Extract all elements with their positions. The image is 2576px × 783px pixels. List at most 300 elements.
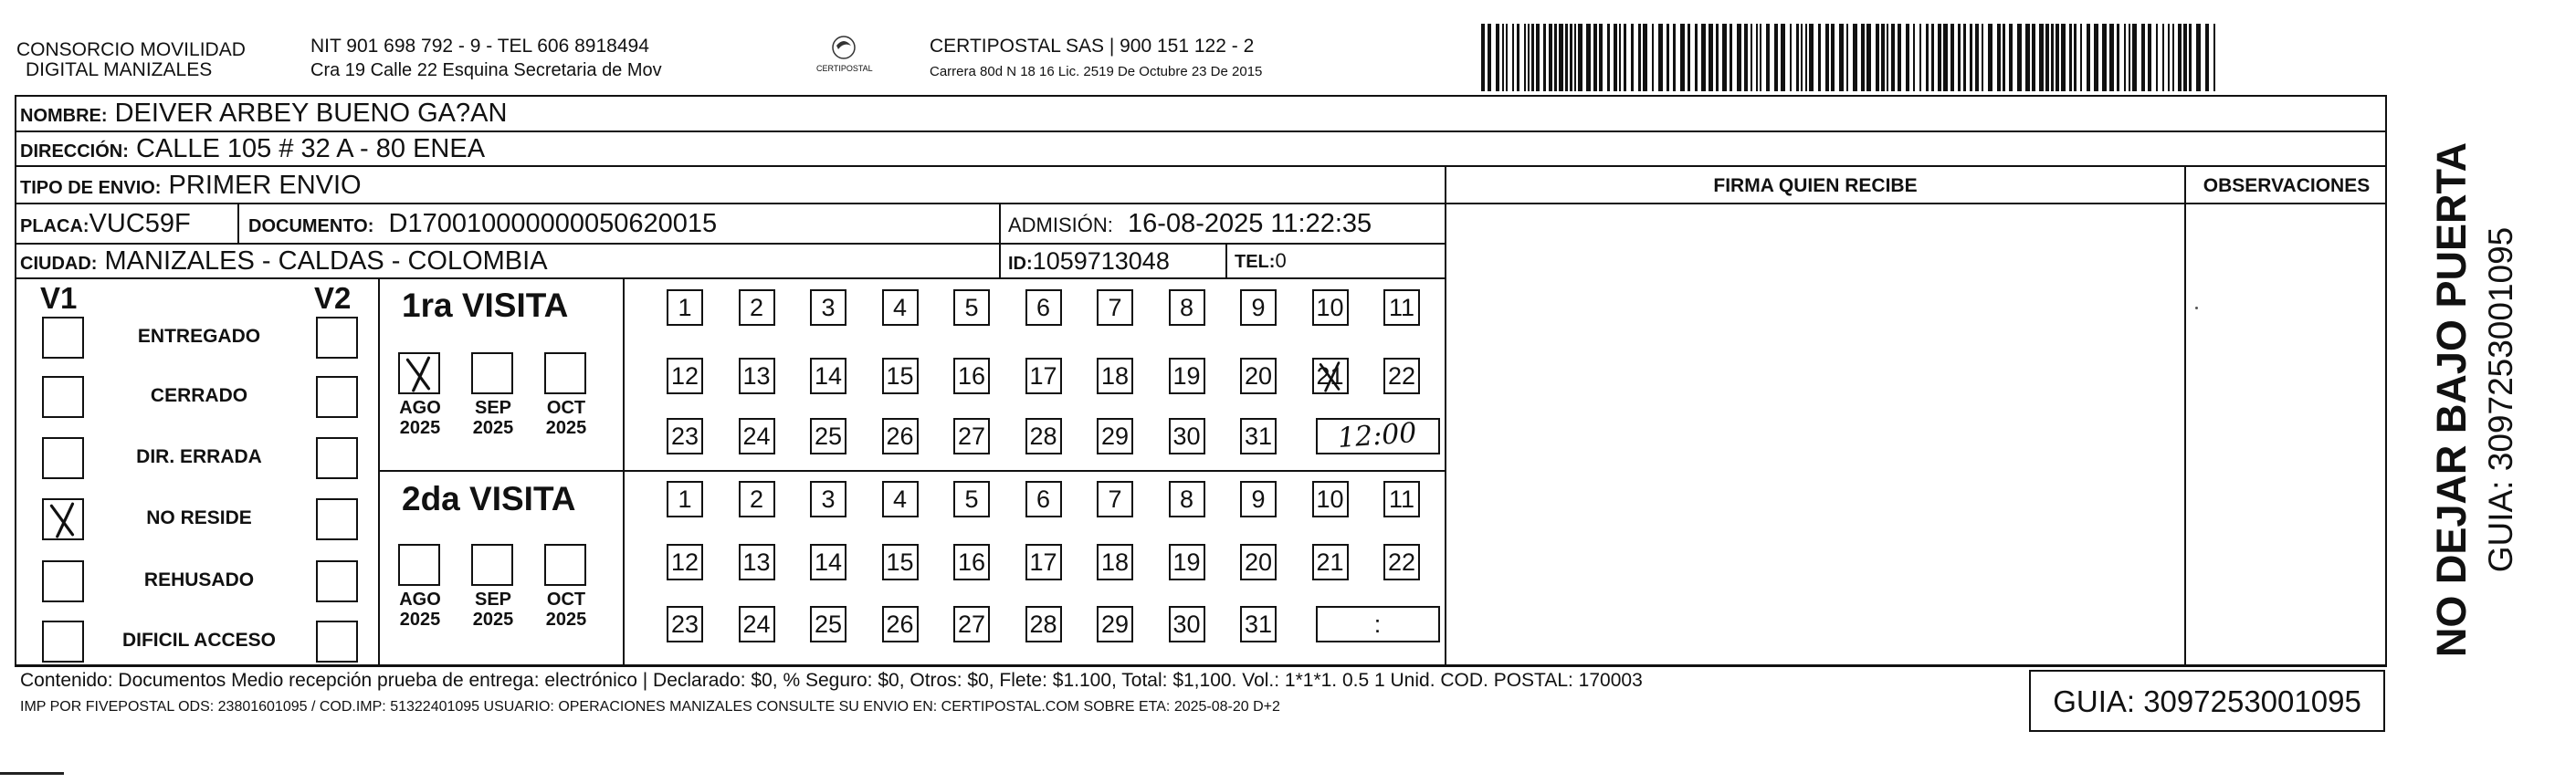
month-checkbox[interactable]	[471, 544, 513, 586]
barcode-bar	[1481, 24, 1485, 91]
day-number: 20	[1244, 548, 1273, 576]
barcode-bar	[2183, 24, 2187, 91]
barcode-bar	[1701, 24, 1706, 91]
barcode-bar	[1963, 24, 1966, 91]
day-number: 18	[1100, 548, 1130, 576]
barcode-bar	[1831, 24, 1835, 91]
row-divider	[378, 470, 1445, 472]
id-label: ID:	[1008, 254, 1033, 274]
logo-caption: CERTIPOSTAL	[816, 64, 873, 73]
day-checkbox[interactable]	[1097, 289, 1133, 326]
barcode-bar	[1887, 24, 1888, 91]
barcode-bar	[1559, 24, 1563, 91]
day-checkbox[interactable]	[810, 289, 846, 326]
day-checkbox[interactable]	[1169, 481, 1205, 517]
day-number: 20	[1244, 361, 1273, 390]
barcode-bar	[1931, 24, 1934, 91]
month-checkbox[interactable]	[544, 544, 586, 586]
id-field	[1008, 245, 1170, 280]
day-checkbox[interactable]	[882, 358, 919, 394]
tel-field	[1235, 245, 1287, 278]
day-checkbox[interactable]	[1240, 358, 1277, 394]
direccion-field	[20, 132, 485, 168]
day-number: 22	[1387, 548, 1416, 576]
observaciones-header: OBSERVACIONES	[2203, 175, 2371, 196]
day-number: 3	[821, 293, 836, 321]
day-checkbox[interactable]	[667, 606, 703, 642]
barcode-bar	[2117, 24, 2119, 91]
barcode-bar	[1667, 24, 1669, 91]
day-number: 26	[886, 610, 914, 638]
barcode	[1481, 24, 2219, 91]
barcode-bar	[2025, 24, 2030, 91]
col-divider	[1445, 165, 1446, 665]
day-number: 19	[1172, 361, 1201, 390]
direccion-value: CALLE 105 # 32 A - 80 ENEA	[135, 134, 486, 163]
barcode-bar	[1950, 24, 1954, 91]
barcode-bar	[1805, 24, 1807, 91]
barcode-bar	[1861, 24, 1865, 91]
day-checkbox[interactable]	[953, 358, 990, 394]
barcode-bar	[2156, 24, 2158, 91]
barcode-bar	[1938, 24, 1941, 91]
barcode-bar	[1796, 24, 1799, 91]
barcode-bar	[1866, 24, 1871, 91]
day-number: 19	[1172, 548, 1201, 576]
day-number: 25	[814, 422, 843, 450]
hour-box[interactable]	[1316, 606, 1440, 642]
day-checkbox[interactable]	[739, 289, 775, 326]
day-number: 14	[814, 361, 843, 390]
barcode-graphic	[1481, 24, 2219, 91]
ciudad-field	[20, 245, 548, 280]
first-visit-title: 1ra VISITA	[402, 287, 569, 324]
day-checkbox[interactable]	[739, 544, 775, 580]
day-number: 14	[814, 548, 843, 576]
day-number: 6	[1036, 293, 1051, 321]
month-name: OCT	[546, 590, 586, 610]
placa-label: PLACA:	[20, 216, 89, 236]
status-label: DIFICIL ACCESO	[121, 630, 276, 651]
day-checkbox[interactable]	[810, 418, 846, 454]
day-number: 27	[957, 422, 986, 450]
col-divider	[2184, 165, 2186, 665]
month-year: 2025	[399, 610, 441, 630]
barcode-bar	[2141, 24, 2145, 91]
day-number: 13	[742, 361, 771, 390]
day-checkbox[interactable]	[953, 418, 990, 454]
day-number: 22	[1387, 361, 1416, 390]
v2-checkbox[interactable]	[316, 621, 358, 663]
day-checkbox[interactable]	[1240, 544, 1277, 580]
month-year: 2025	[472, 610, 514, 630]
barcode-bar	[1709, 24, 1713, 91]
hour-box[interactable]	[1316, 418, 1440, 454]
barcode-bar	[1658, 24, 1663, 91]
day-checkbox[interactable]	[1097, 358, 1133, 394]
nombre-value: DEIVER ARBEY BUENO GA?AN	[114, 99, 508, 128]
day-number: 5	[964, 485, 979, 513]
barcode-bar	[2205, 24, 2209, 91]
barcode-bar	[2102, 24, 2107, 91]
barcode-bar	[1716, 24, 1719, 91]
day-number: 11	[1388, 485, 1415, 513]
side-guia: GUIA: 3097253001095	[2482, 226, 2519, 573]
day-number: 29	[1100, 610, 1130, 638]
barcode-bar	[1512, 24, 1514, 91]
month-name: AGO	[399, 398, 441, 418]
barcode-bar	[2129, 24, 2130, 91]
scan-edge-mark	[0, 772, 64, 775]
barcode-bar	[1614, 24, 1617, 91]
v1-checkbox[interactable]	[42, 317, 84, 359]
barcode-bar	[1801, 24, 1803, 91]
hour-text: 12:00	[1337, 417, 1418, 454]
barcode-bar	[1570, 24, 1572, 91]
v2-checkbox[interactable]	[316, 560, 358, 602]
barcode-bar	[2109, 24, 2114, 91]
day-number: 2	[749, 293, 764, 321]
barcode-bar	[1898, 24, 1901, 91]
barcode-bar	[2124, 24, 2126, 91]
barcode-bar	[1958, 24, 1961, 91]
observaciones-dot	[2195, 307, 2198, 309]
day-checkbox[interactable]	[1025, 358, 1062, 394]
day-checkbox[interactable]	[1097, 606, 1133, 642]
day-number: 7	[1108, 485, 1122, 513]
imp-line: IMP POR FIVEPOSTAL ODS: 23801601095 / COD.IMP: 51322401095 USUARIO: OPERACIONES MANIZALES CONSULTE SU ENVIO EN: CERTIPOSTAL.COM SOBRE ETA: 2025-08-20 D+2	[20, 699, 1280, 715]
barcode-bar	[1839, 24, 1844, 91]
day-checkbox[interactable]	[953, 606, 990, 642]
barcode-bar	[1524, 24, 1526, 91]
day-checkbox[interactable]	[1097, 418, 1133, 454]
month-name: AGO	[399, 590, 441, 610]
tipo-envio-value: PRIMER ENVIO	[168, 171, 362, 200]
col-divider	[1225, 243, 1227, 277]
day-checkbox[interactable]	[1312, 289, 1349, 326]
barcode-bar	[1876, 24, 1879, 91]
barcode-bar	[2172, 24, 2174, 91]
day-number: 15	[886, 361, 914, 390]
day-checkbox[interactable]	[810, 481, 846, 517]
second-visit-title: 2da VISITA	[402, 480, 576, 517]
certipostal-logo	[811, 33, 877, 80]
placa-value: VUC59F	[89, 209, 191, 238]
day-checkbox[interactable]	[739, 481, 775, 517]
day-number: 6	[1036, 485, 1051, 513]
row-divider	[15, 664, 2387, 667]
day-checkbox[interactable]	[1383, 481, 1420, 517]
guia-box-text: GUIA: 3097253001095	[2053, 684, 2361, 718]
day-checkbox[interactable]	[882, 418, 919, 454]
day-number: 5	[964, 293, 979, 321]
day-checkbox[interactable]	[1097, 481, 1133, 517]
barcode-bar	[1722, 24, 1727, 91]
ciudad-value: MANIZALES - CALDAS - COLOMBIA	[104, 246, 548, 276]
barcode-bar	[1543, 24, 1546, 91]
barcode-bar	[1688, 24, 1690, 91]
admision-label: ADMISIÓN:	[1008, 214, 1113, 236]
day-number: 17	[1029, 548, 1057, 576]
documento-field	[248, 207, 717, 243]
barcode-bar	[1565, 24, 1568, 91]
barcode-bar	[1982, 24, 1983, 91]
barcode-bar	[1766, 24, 1770, 91]
check-mark-icon	[400, 354, 438, 392]
v2-checkbox[interactable]	[316, 317, 358, 359]
day-number: 1	[678, 485, 692, 513]
barcode-bar	[1756, 24, 1758, 91]
day-checkbox[interactable]	[739, 418, 775, 454]
no-dejar-bajo-puerta: NO DEJAR BAJO PUERTA	[2428, 141, 2475, 658]
barcode-bar	[1599, 24, 1603, 91]
barcode-bar	[1536, 24, 1540, 91]
documento-label: DOCUMENTO:	[248, 216, 374, 236]
status-label: REHUSADO	[143, 569, 255, 590]
day-checkbox[interactable]	[1383, 289, 1420, 326]
barcode-bar	[2074, 24, 2077, 91]
nit-line: NIT 901 698 792 - 9 - TEL 606 8918494	[310, 36, 649, 57]
day-checkbox[interactable]	[1240, 289, 1277, 326]
barcode-bar	[1818, 24, 1821, 91]
barcode-bar	[1760, 24, 1761, 91]
day-checkbox[interactable]	[1240, 606, 1277, 642]
day-checkbox[interactable]	[882, 544, 919, 580]
barcode-bar	[1997, 24, 2001, 91]
day-checkbox[interactable]	[1383, 544, 1420, 580]
barcode-bar	[1809, 24, 1814, 91]
contenido-line: Contenido: Documentos Medio recepción prueba de entrega: electrónico | Declarado: $0, % Seguro: $0, Otros: $0, Flete: $1.100, Total: $1,100. Vol.: 1*1*1. 0.5 1 Unid. COD. POSTAL: 170003	[20, 670, 1643, 691]
barcode-bar	[1528, 24, 1530, 91]
month-label	[539, 398, 594, 438]
day-checkbox[interactable]	[882, 606, 919, 642]
barcode-bar	[1846, 24, 1848, 91]
barcode-bar	[1607, 24, 1610, 91]
barcode-bar	[1574, 24, 1576, 91]
month-year: 2025	[399, 418, 441, 438]
barcode-bar	[1906, 24, 1909, 91]
day-number: 7	[1108, 293, 1122, 321]
barcode-bar	[2148, 24, 2151, 91]
day-checkbox[interactable]	[953, 289, 990, 326]
day-checkbox[interactable]	[739, 358, 775, 394]
month-name: SEP	[474, 590, 512, 610]
day-checkbox[interactable]	[810, 358, 846, 394]
day-number: 29	[1100, 422, 1130, 450]
day-number: 12	[670, 361, 699, 390]
v1-checkbox[interactable]	[42, 498, 84, 540]
tipo-envio-label: TIPO DE ENVIO:	[20, 178, 162, 198]
day-checkbox[interactable]	[739, 606, 775, 642]
day-checkbox[interactable]	[667, 418, 703, 454]
courier-address: Carrera 80d N 18 16 Lic. 2519 De Octubre 23 De 2015	[930, 64, 1263, 79]
day-number: 28	[1029, 610, 1057, 638]
month-name: SEP	[474, 398, 512, 418]
month-year: 2025	[545, 418, 587, 438]
day-number: 10	[1316, 485, 1344, 513]
month-label	[466, 590, 520, 630]
barcode-bar	[1619, 24, 1621, 91]
day-checkbox[interactable]	[1169, 358, 1205, 394]
day-number: 23	[670, 610, 699, 638]
day-checkbox[interactable]	[810, 606, 846, 642]
status-label: NO RESIDE	[146, 507, 252, 528]
day-checkbox[interactable]	[1097, 544, 1133, 580]
status-label: CERRADO	[150, 385, 248, 406]
barcode-bar	[1680, 24, 1685, 91]
company-address: Cra 19 Calle 22 Esquina Secretaria de Mov	[310, 60, 662, 80]
day-checkbox[interactable]	[1025, 418, 1062, 454]
day-checkbox[interactable]	[667, 544, 703, 580]
day-checkbox[interactable]	[953, 481, 990, 517]
tipo-envio-field	[20, 169, 362, 204]
admision-value: 16-08-2025 11:22:35	[1128, 209, 1372, 238]
day-checkbox[interactable]	[1240, 418, 1277, 454]
day-number: 21	[1316, 361, 1344, 390]
day-number: 31	[1244, 610, 1273, 638]
nombre-label: NOMBRE:	[20, 106, 108, 126]
v2-label: V2	[314, 281, 352, 315]
day-checkbox[interactable]	[1169, 606, 1205, 642]
hour-text: :	[1373, 610, 1382, 638]
barcode-bar	[2056, 24, 2059, 91]
month-name: OCT	[546, 398, 586, 418]
barcode-bar	[1853, 24, 1857, 91]
day-checkbox[interactable]	[1025, 544, 1062, 580]
month-checkbox[interactable]	[544, 352, 586, 394]
day-checkbox[interactable]	[667, 358, 703, 394]
barcode-bar	[2189, 24, 2192, 91]
day-number: 18	[1100, 361, 1130, 390]
barcode-bar	[1488, 24, 1491, 91]
day-checkbox[interactable]	[953, 544, 990, 580]
day-checkbox[interactable]	[1025, 481, 1062, 517]
day-number: 21	[1316, 548, 1344, 576]
day-checkbox[interactable]	[667, 289, 703, 326]
barcode-bar	[1517, 24, 1519, 91]
day-number: 8	[1179, 485, 1194, 513]
barcode-bar	[1593, 24, 1597, 91]
v1-checkbox[interactable]	[42, 560, 84, 602]
status-label: DIR. ERRADA	[136, 446, 262, 467]
barcode-bar	[2132, 24, 2137, 91]
day-number: 15	[886, 548, 914, 576]
barcode-bar	[1970, 24, 1972, 91]
barcode-bar	[2168, 24, 2170, 91]
day-checkbox[interactable]	[882, 481, 919, 517]
v2-checkbox[interactable]	[316, 498, 358, 540]
day-number: 13	[742, 548, 771, 576]
day-checkbox[interactable]	[1025, 606, 1062, 642]
month-checkbox[interactable]	[398, 352, 440, 394]
day-checkbox[interactable]	[1169, 544, 1205, 580]
day-checkbox[interactable]	[1025, 289, 1062, 326]
row-divider	[1446, 203, 2387, 204]
day-number: 2	[749, 485, 764, 513]
month-checkbox[interactable]	[471, 352, 513, 394]
day-checkbox[interactable]	[1169, 289, 1205, 326]
day-number: 23	[670, 422, 699, 450]
barcode-bar	[1774, 24, 1778, 91]
barcode-bar	[1554, 24, 1557, 91]
day-number: 24	[742, 422, 771, 450]
day-checkbox[interactable]	[1169, 418, 1205, 454]
v2-checkbox[interactable]	[316, 437, 358, 479]
barcode-bar	[2032, 24, 2035, 91]
day-number: 16	[957, 361, 986, 390]
day-number: 16	[957, 548, 986, 576]
barcode-bar	[1744, 24, 1748, 91]
col-divider	[999, 204, 1001, 277]
barcode-bar	[1730, 24, 1732, 91]
month-label	[539, 590, 594, 630]
barcode-bar	[2051, 24, 2054, 91]
day-checkbox[interactable]	[667, 481, 703, 517]
barcode-bar	[1631, 24, 1634, 91]
day-checkbox[interactable]	[1240, 481, 1277, 517]
barcode-bar	[2162, 24, 2164, 91]
v1-checkbox[interactable]	[42, 376, 84, 418]
day-checkbox[interactable]	[810, 544, 846, 580]
v2-checkbox[interactable]	[316, 376, 358, 418]
day-checkbox[interactable]	[1312, 544, 1349, 580]
barcode-bar	[1988, 24, 1992, 91]
barcode-bar	[1943, 24, 1948, 91]
day-number: 10	[1316, 293, 1344, 321]
day-checkbox[interactable]	[1312, 358, 1349, 394]
barcode-bar	[2003, 24, 2005, 91]
v1-checkbox[interactable]	[42, 437, 84, 479]
month-year: 2025	[472, 418, 514, 438]
day-number: 11	[1388, 293, 1415, 321]
status-label: ENTREGADO	[137, 326, 261, 347]
month-checkbox[interactable]	[398, 544, 440, 586]
barcode-bar	[1919, 24, 1921, 91]
check-mark-icon	[44, 500, 82, 538]
day-number: 27	[957, 610, 986, 638]
day-number: 24	[742, 610, 771, 638]
barcode-bar	[1638, 24, 1641, 91]
month-label	[393, 398, 447, 438]
month-year: 2025	[545, 610, 587, 630]
day-checkbox[interactable]	[882, 289, 919, 326]
certipostal-logo-icon	[811, 33, 877, 80]
barcode-bar	[2039, 24, 2044, 91]
day-number: 30	[1172, 610, 1201, 638]
barcode-bar	[1926, 24, 1929, 91]
barcode-bar	[1549, 24, 1552, 91]
month-label	[393, 590, 447, 630]
tel-value: 0	[1275, 249, 1287, 272]
courier-line: CERTIPOSTAL SAS | 900 151 122 - 2	[930, 36, 1255, 57]
v1-checkbox[interactable]	[42, 621, 84, 663]
barcode-bar	[1737, 24, 1741, 91]
day-checkbox[interactable]	[1312, 481, 1349, 517]
barcode-bar	[1975, 24, 1979, 91]
barcode-bar	[2087, 24, 2090, 91]
barcode-bar	[2045, 24, 2049, 91]
barcode-bar	[1751, 24, 1752, 91]
day-checkbox[interactable]	[1383, 358, 1420, 394]
direccion-label: DIRECCIÓN:	[20, 141, 129, 162]
barcode-bar	[1502, 24, 1504, 91]
day-number: 12	[670, 548, 699, 576]
day-number: 26	[886, 422, 914, 450]
v1-label: V1	[40, 281, 78, 315]
barcode-bar	[2196, 24, 2201, 91]
barcode-bar	[1624, 24, 1626, 91]
barcode-bar	[2069, 24, 2072, 91]
